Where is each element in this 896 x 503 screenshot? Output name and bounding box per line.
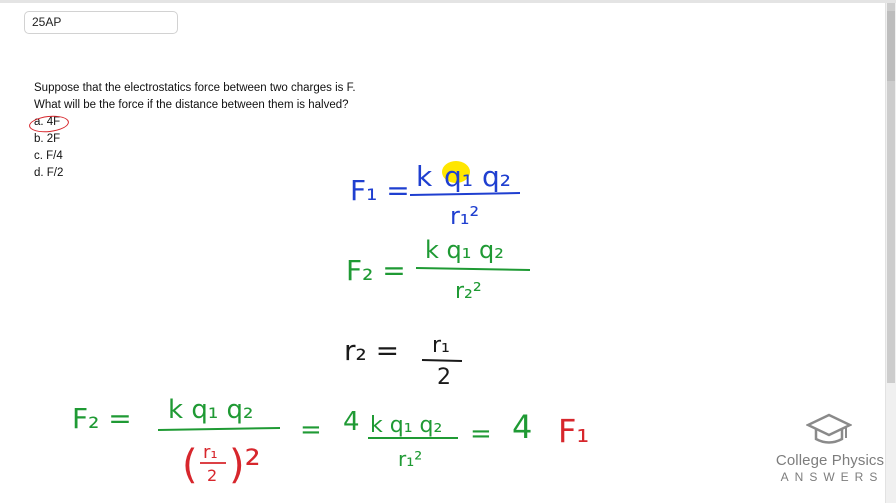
eq2-den: r₂² [455,279,482,304]
eq3-fraction-bar [422,360,462,361]
graduation-cap-icon [806,412,852,450]
eq1-den: r₁² [450,202,480,230]
choice-a: a. 4F [34,116,61,128]
eq2-num: k q₁ q₂ [425,236,504,264]
eq3-den: 2 [437,365,451,390]
choice-d: d. F/2 [34,167,64,179]
scrollbar-thumb[interactable] [887,11,895,81]
eq4-frac1-bar [158,428,280,430]
eq1-lhs: F₁ = [350,174,410,207]
eq4-paren-right: )² [229,442,261,488]
eq4-paren-r1: r₁ [203,442,218,463]
eq2-fraction-bar [416,268,530,270]
choice-c: c. F/4 [34,150,63,162]
eq2-lhs: F₂ = [346,254,406,287]
eq4-frac2-num: k q₁ q₂ [370,413,443,438]
eq3-lhs: r₂ = [344,334,400,367]
eq4-frac2-coef: 4 [343,407,360,437]
choice-b: b. 2F [34,133,61,145]
question-line-2: What will be the force if the distance between them is halved? [34,99,349,111]
eq4-result-coef: 4 [512,408,533,446]
eq4-paren-2: 2 [207,466,218,485]
eq4-paren-left: ( [182,442,198,488]
watermark-logo [770,410,890,500]
eq4-frac1-num: k q₁ q₂ [168,395,254,425]
eq1-k: k [416,160,433,193]
eq1-q2: q₂ [482,160,511,193]
eq4-lhs: F₂ = [72,402,132,435]
watermark-name: College Physics [775,452,885,469]
eq3-num: r₁ [432,333,450,358]
question-line-1: Suppose that the electrostatics force between two charges is F. [34,82,356,94]
watermark-sub: ANSWERS [780,470,884,484]
eq4-equals-2: = [300,415,322,445]
eq4-frac2-den: r₁² [398,447,423,471]
eq1-fraction-bar [410,193,520,195]
problem-label: 25AP [24,11,178,34]
eq4-result-var: F₁ [558,412,590,450]
eq1-q1: q₁ [444,160,473,193]
eq4-equals-3: = [470,419,492,449]
